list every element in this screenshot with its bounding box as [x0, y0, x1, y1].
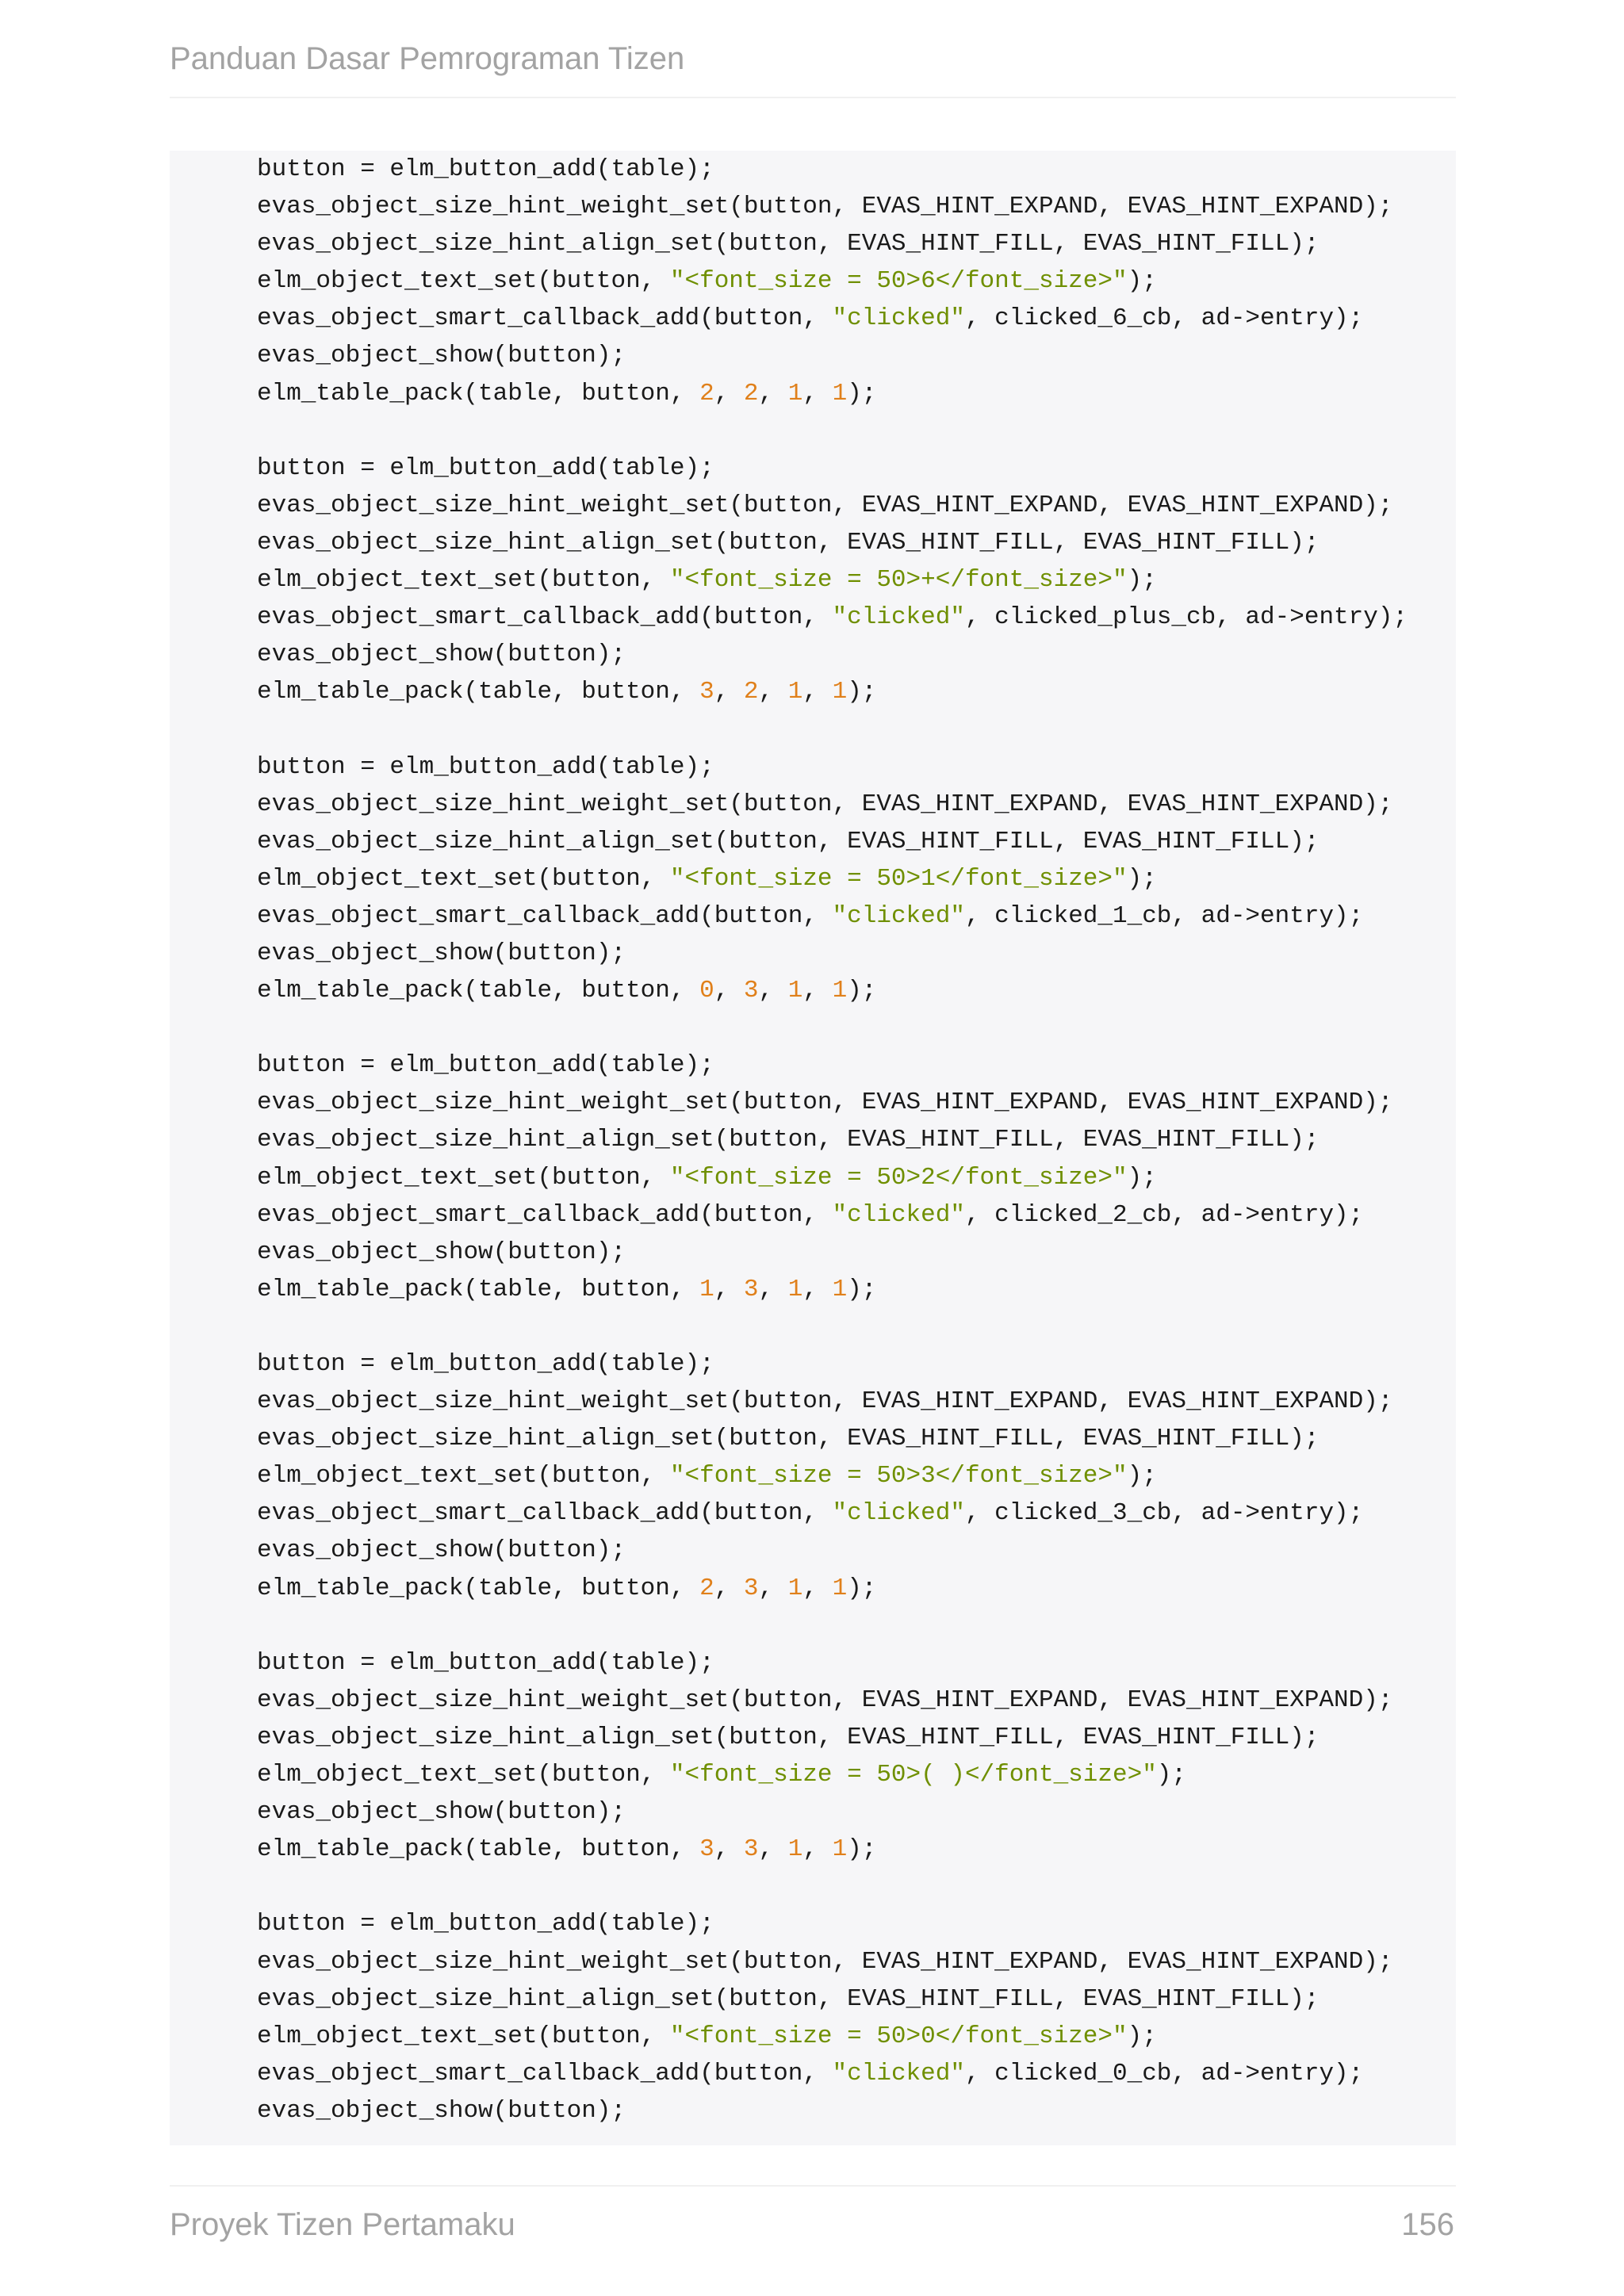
code-block	[170, 151, 1456, 2145]
code-line	[257, 1234, 1408, 1271]
code-number-token: 1	[787, 678, 803, 706]
code-number-token: 2	[743, 379, 759, 408]
code-line	[257, 1831, 1408, 1868]
code-number-token: 1	[832, 977, 848, 1005]
code-token: ,	[802, 678, 833, 706]
code-token: ,	[758, 1275, 788, 1303]
code-token: button = elm_button_add(table);	[257, 752, 714, 781]
code-token: );	[1127, 267, 1157, 296]
code-number-token: 1	[787, 379, 803, 408]
code-line	[257, 1905, 1408, 1942]
code-number-token: 2	[699, 1574, 714, 1602]
code-token: elm_object_text_set(button,	[257, 566, 670, 595]
code-token: button = elm_button_add(table);	[257, 1910, 714, 1938]
code-number-token: 1	[787, 1574, 803, 1602]
code-string-token: "<font_size = 50>2</font_size>"	[669, 1163, 1128, 1192]
code-token: elm_object_text_set(button,	[257, 864, 670, 893]
code-token: elm_table_pack(table, button,	[257, 1275, 700, 1303]
code-token: );	[847, 1835, 877, 1864]
code-token: evas_object_size_hint_align_set(button, EVAS_HINT_FILL, EVAS_HINT_FILL);	[257, 1126, 1320, 1154]
code-line	[257, 1494, 1408, 1532]
code-token: evas_object_show(button);	[257, 939, 626, 967]
code-token: ,	[714, 977, 744, 1005]
code-line	[257, 1532, 1408, 1569]
code-string-token: "clicked"	[832, 1499, 965, 1528]
code-token: ,	[802, 1275, 833, 1303]
code-line	[257, 1644, 1408, 1682]
code-token: evas_object_show(button);	[257, 1238, 626, 1266]
code-token: elm_object_text_set(button,	[257, 1761, 670, 1789]
code-line	[257, 450, 1408, 487]
code-line	[257, 710, 1408, 748]
code-number-token: 1	[787, 1275, 803, 1303]
code-token: button = elm_button_add(table);	[257, 1648, 714, 1677]
code-string-token: "<font_size = 50>3</font_size>"	[669, 1462, 1128, 1490]
code-token: ,	[758, 379, 788, 408]
code-line	[257, 1308, 1408, 1345]
code-line	[257, 1345, 1408, 1383]
code-token: button = elm_button_add(table);	[257, 1051, 714, 1080]
code-line	[257, 2092, 1408, 2130]
code-token: ,	[714, 1835, 744, 1864]
code-number-token: 1	[787, 977, 803, 1005]
code-token: );	[847, 977, 877, 1005]
code-line	[257, 524, 1408, 561]
code-line	[257, 1009, 1408, 1047]
code-token: evas_object_show(button);	[257, 1536, 626, 1565]
code-token: , clicked_6_cb, ad->entry);	[964, 304, 1364, 333]
code-token: );	[847, 678, 877, 706]
code-line	[257, 1159, 1408, 1196]
code-number-token: 3	[699, 678, 714, 706]
code-listing	[257, 151, 1408, 2130]
code-token: evas_object_smart_callback_add(button,	[257, 2059, 833, 2087]
code-string-token: "clicked"	[832, 2059, 965, 2087]
code-token: elm_object_text_set(button,	[257, 1462, 670, 1490]
code-token: ,	[802, 379, 833, 408]
code-token: evas_object_size_hint_weight_set(button, EVAS_HINT_EXPAND, EVAS_HINT_EXPAND);	[257, 790, 1393, 818]
code-line	[257, 1047, 1408, 1084]
code-line	[257, 375, 1408, 412]
code-string-token: "<font_size = 50>1</font_size>"	[669, 864, 1128, 893]
header-divider	[170, 97, 1456, 98]
code-line	[257, 1793, 1408, 1831]
code-token: ,	[802, 977, 833, 1005]
code-token: ,	[714, 1574, 744, 1602]
code-token: );	[1127, 2022, 1157, 2050]
code-token: evas_object_size_hint_weight_set(button, EVAS_HINT_EXPAND, EVAS_HINT_EXPAND);	[257, 1387, 1393, 1416]
code-token: );	[847, 1275, 877, 1303]
code-line	[257, 1457, 1408, 1494]
page-number: 156	[1401, 2207, 1454, 2242]
code-token: , clicked_0_cb, ad->entry);	[964, 2059, 1364, 2087]
code-number-token: 1	[832, 1835, 848, 1864]
code-token: elm_table_pack(table, button,	[257, 977, 700, 1005]
code-line	[257, 1756, 1408, 1793]
code-line	[257, 1383, 1408, 1420]
code-token: evas_object_size_hint_align_set(button, EVAS_HINT_FILL, EVAS_HINT_FILL);	[257, 1723, 1320, 1751]
code-number-token: 1	[787, 1835, 803, 1864]
code-line	[257, 1084, 1408, 1121]
code-string-token: "<font_size = 50>0</font_size>"	[669, 2022, 1128, 2050]
code-number-token: 3	[743, 977, 759, 1005]
code-string-token: "clicked"	[832, 603, 965, 632]
code-line	[257, 1980, 1408, 2018]
code-number-token: 3	[743, 1574, 759, 1602]
code-number-token: 1	[699, 1275, 714, 1303]
footer-divider	[170, 2185, 1456, 2187]
code-line	[257, 599, 1408, 636]
code-token: button = elm_button_add(table);	[257, 155, 714, 183]
page-header-title: Panduan Dasar Pemrograman Tizen	[170, 41, 685, 76]
code-token: elm_table_pack(table, button,	[257, 1835, 700, 1864]
code-token: elm_object_text_set(button,	[257, 2022, 670, 2050]
code-string-token: "clicked"	[832, 1200, 965, 1229]
code-string-token: "clicked"	[832, 901, 965, 930]
code-line	[257, 1719, 1408, 1756]
code-line	[257, 897, 1408, 935]
code-token: ,	[758, 678, 788, 706]
code-number-token: 3	[699, 1835, 714, 1864]
code-token: ,	[714, 1275, 744, 1303]
code-token: evas_object_show(button);	[257, 1798, 626, 1827]
code-token: );	[847, 1574, 877, 1602]
code-token: evas_object_size_hint_weight_set(button, EVAS_HINT_EXPAND, EVAS_HINT_EXPAND);	[257, 491, 1393, 519]
code-token: );	[1156, 1761, 1187, 1789]
code-string-token: "<font_size = 50>+</font_size>"	[669, 566, 1128, 595]
code-token: , clicked_plus_cb, ad->entry);	[964, 603, 1408, 632]
code-number-token: 1	[832, 379, 848, 408]
code-number-token: 3	[743, 1835, 759, 1864]
code-line	[257, 337, 1408, 374]
code-number-token: 3	[743, 1275, 759, 1303]
code-line	[257, 1420, 1408, 1457]
code-number-token: 2	[743, 678, 759, 706]
code-line	[257, 748, 1408, 786]
code-token: , clicked_2_cb, ad->entry);	[964, 1200, 1364, 1229]
code-string-token: "clicked"	[832, 304, 965, 333]
code-token: evas_object_show(button);	[257, 2096, 626, 2125]
code-line	[257, 412, 1408, 450]
code-token: ,	[758, 1835, 788, 1864]
code-line	[257, 1121, 1408, 1158]
code-number-token: 0	[699, 977, 714, 1005]
code-line	[257, 188, 1408, 225]
code-line	[257, 1682, 1408, 1719]
code-string-token: "<font_size = 50>( )</font_size>"	[669, 1761, 1157, 1789]
code-token: evas_object_size_hint_weight_set(button, EVAS_HINT_EXPAND, EVAS_HINT_EXPAND);	[257, 1947, 1393, 1976]
code-token: evas_object_smart_callback_add(button,	[257, 603, 833, 632]
code-token: );	[1127, 864, 1157, 893]
code-line	[257, 636, 1408, 673]
code-line	[257, 2018, 1408, 2055]
code-token: evas_object_size_hint_weight_set(button, EVAS_HINT_EXPAND, EVAS_HINT_EXPAND);	[257, 193, 1393, 221]
code-token: evas_object_size_hint_weight_set(button, EVAS_HINT_EXPAND, EVAS_HINT_EXPAND);	[257, 1686, 1393, 1714]
code-number-token: 1	[832, 1574, 848, 1602]
code-token: evas_object_size_hint_weight_set(button, EVAS_HINT_EXPAND, EVAS_HINT_EXPAND);	[257, 1089, 1393, 1117]
code-token: elm_object_text_set(button,	[257, 1163, 670, 1192]
code-token: ,	[802, 1835, 833, 1864]
code-token: , clicked_3_cb, ad->entry);	[964, 1499, 1364, 1528]
code-token: evas_object_size_hint_align_set(button, EVAS_HINT_FILL, EVAS_HINT_FILL);	[257, 1425, 1320, 1453]
code-line	[257, 487, 1408, 524]
code-token: , clicked_1_cb, ad->entry);	[964, 901, 1364, 930]
code-line	[257, 673, 1408, 710]
code-line	[257, 823, 1408, 860]
code-line	[257, 561, 1408, 599]
code-line	[257, 2055, 1408, 2092]
code-token: evas_object_size_hint_align_set(button, EVAS_HINT_FILL, EVAS_HINT_FILL);	[257, 827, 1320, 855]
code-line	[257, 786, 1408, 823]
code-token: ,	[802, 1574, 833, 1602]
code-token: ,	[758, 1574, 788, 1602]
code-number-token: 1	[832, 1275, 848, 1303]
code-token: evas_object_smart_callback_add(button,	[257, 901, 833, 930]
code-line	[257, 1868, 1408, 1905]
code-line	[257, 1570, 1408, 1607]
code-token: ,	[714, 379, 744, 408]
code-line	[257, 300, 1408, 337]
code-token: evas_object_size_hint_align_set(button, EVAS_HINT_FILL, EVAS_HINT_FILL);	[257, 528, 1320, 557]
code-line	[257, 935, 1408, 972]
code-number-token: 2	[699, 379, 714, 408]
code-token: elm_table_pack(table, button,	[257, 1574, 700, 1602]
code-token: evas_object_smart_callback_add(button,	[257, 304, 833, 333]
code-token: elm_table_pack(table, button,	[257, 678, 700, 706]
code-string-token: "<font_size = 50>6</font_size>"	[669, 267, 1128, 296]
code-token: );	[847, 379, 877, 408]
code-token: );	[1127, 566, 1157, 595]
code-line	[257, 1943, 1408, 1980]
code-line	[257, 1607, 1408, 1644]
code-token: elm_table_pack(table, button,	[257, 379, 700, 408]
code-line	[257, 225, 1408, 262]
code-token: evas_object_smart_callback_add(button,	[257, 1499, 833, 1528]
code-token: evas_object_smart_callback_add(button,	[257, 1200, 833, 1229]
code-number-token: 1	[832, 678, 848, 706]
code-line	[257, 972, 1408, 1009]
code-token: ,	[758, 977, 788, 1005]
code-token: ,	[714, 678, 744, 706]
code-line	[257, 1271, 1408, 1308]
code-line	[257, 151, 1408, 188]
code-line	[257, 1196, 1408, 1234]
code-token: evas_object_size_hint_align_set(button, EVAS_HINT_FILL, EVAS_HINT_FILL);	[257, 230, 1320, 258]
code-token: evas_object_show(button);	[257, 342, 626, 370]
page-footer-title: Proyek Tizen Pertamaku	[170, 2207, 515, 2242]
code-token: );	[1127, 1462, 1157, 1490]
code-token: evas_object_show(button);	[257, 641, 626, 669]
code-token: button = elm_button_add(table);	[257, 453, 714, 482]
code-line	[257, 262, 1408, 300]
code-line	[257, 860, 1408, 897]
code-token: button = elm_button_add(table);	[257, 1350, 714, 1378]
code-token: );	[1127, 1163, 1157, 1192]
code-token: evas_object_size_hint_align_set(button, EVAS_HINT_FILL, EVAS_HINT_FILL);	[257, 1984, 1320, 2013]
code-token: elm_object_text_set(button,	[257, 267, 670, 296]
